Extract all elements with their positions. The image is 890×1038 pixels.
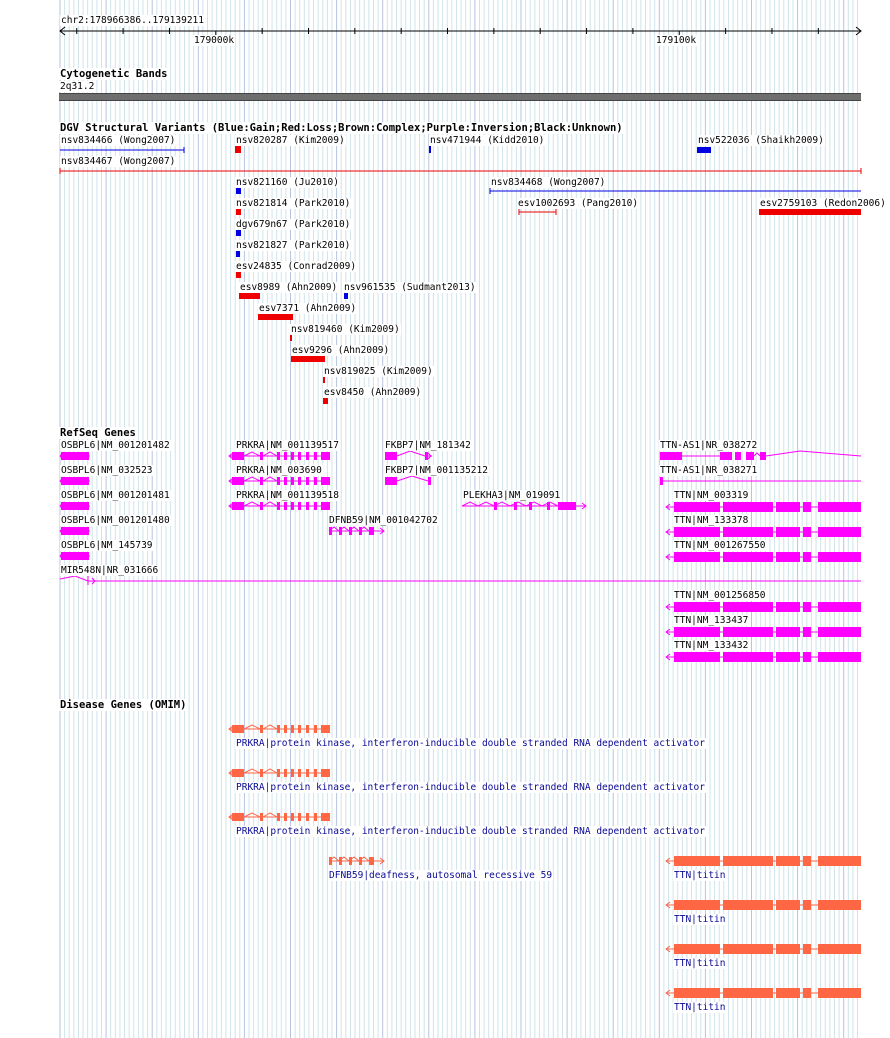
feature-label-nsv819025[interactable]: nsv819025 (Kim2009) [324, 366, 433, 377]
feature-label-omim_TTN_1[interactable]: TTN|titin [674, 870, 726, 881]
ruler-tick-label: 179100k [656, 35, 697, 46]
ruler-tick-label: 179000k [194, 35, 235, 46]
feature-label-nsv834468[interactable]: nsv834468 (Wong2007) [491, 177, 606, 188]
dgv-track-title: DGV Structural Variants (Blue:Gain;Red:Loss;Brown:Complex;Purple:Inversion;Black:Unknown) [60, 122, 623, 134]
feature-label-TTN_6[interactable]: TTN|NM_133432 [674, 640, 749, 651]
feature-label-nsv834466[interactable]: nsv834466 (Wong2007) [61, 135, 176, 146]
feature-label-OSBPL6_5[interactable]: OSBPL6|NM_145739 [61, 540, 153, 551]
feature-label-omim_PRKRA_3[interactable]: PRKRA|protein kinase, interferon-inducible double stranded RNA dependent activator [236, 826, 705, 837]
feature-label-omim_TTN_2[interactable]: TTN|titin [674, 914, 726, 925]
feature-label-omim_DFNB59[interactable]: DFNB59|deafness, autosomal recessive 59 [329, 870, 553, 881]
feature-label-dgv679n67[interactable]: dgv679n67 (Park2010) [236, 219, 351, 230]
feature-label-omim_TTN_3[interactable]: TTN|titin [674, 958, 726, 969]
feature-label-nsv961535[interactable]: nsv961535 (Sudmant2013) [344, 282, 476, 293]
feature-label-esv1002693[interactable]: esv1002693 (Pang2010) [518, 198, 639, 209]
feature-label-omim_PRKRA_2[interactable]: PRKRA|protein kinase, interferon-inducible double stranded RNA dependent activator [236, 782, 705, 793]
feature-label-esv8450[interactable]: esv8450 (Ahn2009) [324, 387, 422, 398]
feature-label-TTN_4[interactable]: TTN|NM_001256850 [674, 590, 766, 601]
feature-label-nsv834467[interactable]: nsv834467 (Wong2007) [61, 156, 176, 167]
feature-label-OSBPL6_1[interactable]: OSBPL6|NM_001201482 [61, 440, 170, 451]
omim-gene-TTN[interactable] [666, 944, 861, 954]
cytogenetic-bands-title: Cytogenetic Bands [60, 68, 168, 80]
feature-label-OSBPL6_3[interactable]: OSBPL6|NM_001201481 [61, 490, 170, 501]
feature-label-omim_PRKRA_1[interactable]: PRKRA|protein kinase, interferon-inducible double stranded RNA dependent activator [236, 738, 705, 749]
feature-label-nsv821827[interactable]: nsv821827 (Park2010) [236, 240, 351, 251]
feature-label-TTN_3[interactable]: TTN|NM_001267550 [674, 540, 766, 551]
feature-label-TTN_2[interactable]: TTN|NM_133378 [674, 515, 749, 526]
feature-label-nsv522036[interactable]: nsv522036 (Shaikh2009) [698, 135, 824, 146]
feature-label-TTNAS1_2[interactable]: TTN-AS1|NR_038271 [660, 465, 758, 476]
ruler-range-label: chr2:178966386..179139211 [61, 15, 204, 26]
feature-label-OSBPL6_4[interactable]: OSBPL6|NM_001201480 [61, 515, 170, 526]
feature-label-MIR548N[interactable]: MIR548N|NR_031666 [61, 565, 159, 576]
refseq-track-title: RefSeq Genes [60, 427, 136, 439]
feature-label-nsv819460[interactable]: nsv819460 (Kim2009) [291, 324, 400, 335]
feature-label-esv24835[interactable]: esv24835 (Conrad2009) [236, 261, 357, 272]
feature-label-PRKRA_3[interactable]: PRKRA|NM_001139518 [236, 490, 339, 501]
feature-label-nsv821814[interactable]: nsv821814 (Park2010) [236, 198, 351, 209]
omim-gene-PRKRA[interactable] [229, 769, 330, 777]
feature-label-TTN_5[interactable]: TTN|NM_133437 [674, 615, 749, 626]
feature-label-FKBP7_2[interactable]: FKBP7|NM_001135212 [385, 465, 488, 476]
omim-gene-PRKRA[interactable] [229, 725, 330, 733]
feature-label-TTN_1[interactable]: TTN|NM_003319 [674, 490, 749, 501]
feature-label-esv7371[interactable]: esv7371 (Ahn2009) [259, 303, 357, 314]
cytogenetic-band-label: 2q31.2 [60, 81, 95, 92]
feature-label-nsv821160[interactable]: nsv821160 (Ju2010) [236, 177, 339, 188]
feature-label-esv2759103[interactable]: esv2759103 (Redon2006) [760, 198, 886, 209]
feature-label-PLEKHA3[interactable]: PLEKHA3|NM_019091 [463, 490, 561, 501]
feature-label-PRKRA_2[interactable]: PRKRA|NM_003690 [236, 465, 322, 476]
feature-label-nsv471944[interactable]: nsv471944 (Kidd2010) [430, 135, 545, 146]
omim-gene-DFNB59[interactable] [329, 857, 384, 865]
feature-label-omim_TTN_4[interactable]: TTN|titin [674, 1002, 726, 1013]
feature-label-TTNAS1_1[interactable]: TTN-AS1|NR_038272 [660, 440, 758, 451]
omim-gene-TTN[interactable] [666, 988, 861, 998]
feature-label-DFNB59[interactable]: DFNB59|NM_001042702 [329, 515, 438, 526]
feature-label-FKBP7_1[interactable]: FKBP7|NM_181342 [385, 440, 471, 451]
feature-label-nsv820287[interactable]: nsv820287 (Kim2009) [236, 135, 345, 146]
omim-gene-PRKRA[interactable] [229, 813, 330, 821]
feature-label-esv8989[interactable]: esv8989 (Ahn2009) [240, 282, 338, 293]
omim-track-title: Disease Genes (OMIM) [60, 699, 187, 711]
omim-gene-TTN[interactable] [666, 900, 861, 910]
omim-gene-TTN[interactable] [666, 856, 861, 866]
feature-label-OSBPL6_2[interactable]: OSBPL6|NM_032523 [61, 465, 153, 476]
feature-label-esv9296[interactable]: esv9296 (Ahn2009) [292, 345, 390, 356]
feature-label-PRKRA_1[interactable]: PRKRA|NM_001139517 [236, 440, 339, 451]
